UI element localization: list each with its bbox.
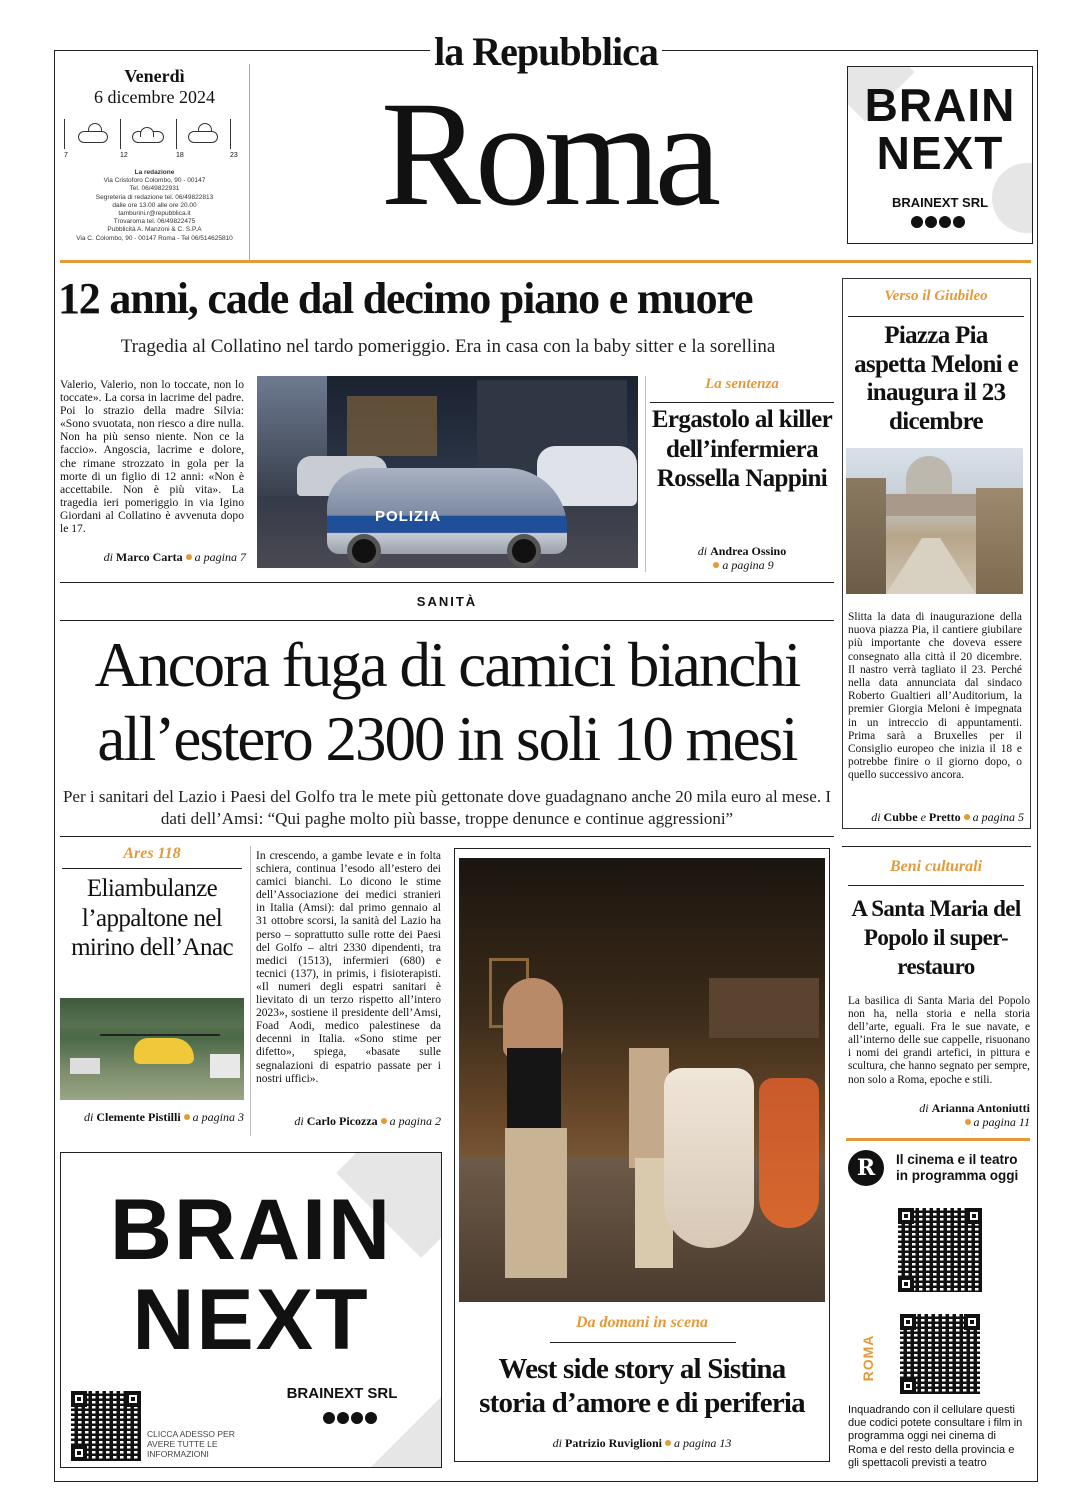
byline-author: Clemente Pistilli <box>96 1110 181 1124</box>
theatre-kicker: Da domani in scena <box>575 1314 708 1331</box>
linkedin-icon[interactable] <box>351 1412 363 1424</box>
sanita-section-label: SANITÀ <box>416 594 478 609</box>
ad-logo-line1: BRAIN <box>109 1182 393 1278</box>
sanita-byline[interactable] <box>256 1114 441 1129</box>
twitter-icon[interactable] <box>323 1412 335 1424</box>
sun-cloud-icon <box>78 123 108 143</box>
byline-author: Pretto <box>928 810 961 824</box>
byline-prefix: di <box>84 1110 94 1124</box>
sentenza-headline[interactable]: Ergastolo al killer dell’infermiera Rossella Nappini <box>651 406 833 492</box>
redazione-info <box>60 169 249 243</box>
cinema-orange-rule <box>846 1138 1030 1141</box>
ares-headline[interactable]: Eliambulanze l’appaltone nel mirino dell’Anac <box>71 875 233 961</box>
cinema-vertical-label: ROMA <box>860 1334 876 1382</box>
sentenza-byline[interactable] <box>650 544 834 572</box>
date-full: 6 dicembre 2024 <box>94 87 215 107</box>
instagram-icon[interactable] <box>365 1412 377 1424</box>
date-weather-box <box>60 64 250 260</box>
byline-author: Arianna Antoniutti <box>931 1101 1030 1115</box>
sanita-headline-line2[interactable]: all’estero 2300 in soli 10 mesi <box>97 704 797 774</box>
byline-prefix: di <box>103 550 113 564</box>
redazione-line: dalle ore 13.00 alle ore 20.00 <box>112 201 197 209</box>
cinema-title[interactable] <box>896 1152 1030 1184</box>
ad-brainext-top[interactable] <box>847 66 1033 244</box>
date-day: Venerdì <box>124 66 185 86</box>
cinema-caption: Inquadrando con il cellulare questi due codici potete consultare i film in programma oggi nei cinema di Roma e del resto della provincia e gli spettacoli previsti a teatro <box>848 1404 1023 1469</box>
byline-author: Cubbe <box>883 810 918 824</box>
lead-body: Valerio, Valerio, non lo toccate, non lo toccate». La corsa in lacrime del padre. Poi lo strazio della madre Silvia: «Sono svuotata, non riesco a dire nulla. Non ha più senso niente. Non ce la faccio». Angoscia, lacrime e dolore, che rimane strozzato in gola per la morte di un figlio di 12 anni: «Non è accettabile. Non è più vita». La tragedia ieri pomeriggio in via Igino Giordani al Collatino è avvenuta dopo le 17. <box>60 378 244 536</box>
bullet-dot <box>713 562 719 568</box>
newspaper-brand[interactable]: la Repubblica <box>434 29 658 74</box>
redazione-line: Via Cristoforo Colombo, 90 - 00147 <box>103 177 206 185</box>
redazione-line: Via C. Colombo, 90 - 00147 Roma - Tel 06/514625810 <box>76 234 233 242</box>
ad-logo-line2: NEXT <box>132 1272 370 1368</box>
temp-label: 12 <box>120 152 128 159</box>
beni-kicker: Beni culturali <box>889 858 983 875</box>
weather-strip <box>60 119 249 165</box>
ad-social-icons <box>911 213 967 232</box>
lead-subhead: Tragedia al Collatino nel tardo pomeriggio. Era in casa con la baby sitter e la sorellina <box>120 336 776 357</box>
byline-author: Marco Carta <box>115 550 183 564</box>
lead-headline[interactable]: 12 anni, cade dal decimo piano e muore <box>58 274 753 323</box>
giubileo-byline[interactable] <box>846 810 1024 825</box>
ad-brainext-bottom[interactable] <box>60 1152 442 1468</box>
redazione-line: Trovaroma tel. 06/49822475 <box>113 218 196 226</box>
byline-prefix: di <box>919 1101 929 1115</box>
byline-prefix: di <box>871 810 881 824</box>
ad-cta[interactable]: CLICCA ADESSO PER AVERE TUTTE LE INFORMAZIONI <box>147 1429 235 1459</box>
theatre-headline-line1[interactable]: West side story al Sistina <box>498 1353 786 1385</box>
facebook-icon[interactable] <box>925 216 937 228</box>
ad-company: BRAINEXT SRL <box>891 195 989 210</box>
byline-prefix: di <box>294 1114 304 1128</box>
temp-label: 7 <box>64 152 68 159</box>
theatre-photo-westside[interactable] <box>459 858 825 1302</box>
ares-photo-helicopter[interactable] <box>60 998 244 1100</box>
beni-body: La basilica di Santa Maria del Popolo non ha, nella storia e nella storia dell’arte, eguali. Fra le sue navate, e all’interno delle sue cappelle, risuonano i nomi dei grandi artefici, in pittura e scultura, che hanno segnato per sempre, non solo a Roma, epoche e stili. <box>848 995 1030 1086</box>
bullet-dot <box>665 1440 671 1446</box>
lead-byline[interactable] <box>60 550 246 565</box>
bullet-dot <box>184 1114 190 1120</box>
ares-byline[interactable] <box>60 1110 244 1125</box>
linkedin-icon[interactable] <box>939 216 951 228</box>
byline-author: Andrea Ossino <box>710 544 787 558</box>
redazione-line: Tel. 06/49822931 <box>129 185 180 193</box>
byline-page: a pagina 7 <box>194 550 246 564</box>
orange-rule <box>60 260 1031 263</box>
temp-label: 23 <box>230 152 238 159</box>
redazione-line: La redazione <box>134 169 175 176</box>
beni-headline[interactable]: A Santa Maria del Popolo il super-restauro <box>851 896 1021 979</box>
instagram-icon[interactable] <box>953 216 965 228</box>
ad-logo-line1: BRAIN <box>864 79 1016 131</box>
bullet-dot <box>186 554 192 560</box>
police-car-lettering: POLIZIA <box>375 508 442 525</box>
sentenza-kicker: La sentenza <box>705 376 779 392</box>
sun-cloud-icon <box>188 123 218 143</box>
bullet-dot <box>381 1118 387 1124</box>
byline-author: Carlo Picozza <box>306 1114 378 1128</box>
sanita-body: In crescendo, a gambe levate e in folta schiera, continua l’esodo all’estero dei camici bianchi. Lo dicono le stime dell’Associazione dei medici stranieri in Italia (Amsi): dal primo gennaio al 31 ottobre scorsi, la sanità del Lazio ha perso – soprattutto sulle rotte dei Paesi del Golfo – altri 2330 dipendenti, tra medici (1513), infermieri (680) e tecnici (137), in primis, i fisioterapisti. «Il numeri degli espatri sanitari è lievitato di un terzo rispetto all’intero 2023», sostiene il presidente dell’Amsi, Foad Aodi, medico palestinese da decenni in Italia. «Sono stime per difetto», spiega, «basate sulle segnalazioni di espatrio passate per i nostri uffici». <box>256 850 441 1085</box>
bullet-dot <box>965 1119 971 1125</box>
bullet-dot <box>964 814 970 820</box>
byline-page: a pagina 11 <box>973 1115 1030 1129</box>
byline-page: a pagina 3 <box>192 1110 244 1124</box>
edition-title: Roma <box>380 71 716 237</box>
redazione-line: Pubblicità A. Manzoni & C. S.P.A <box>107 226 202 234</box>
theatre-byline[interactable] <box>459 1436 825 1451</box>
redazione-line: tamburini.r@repubblica.it <box>118 210 191 218</box>
cinema-title-line: Il cinema e il teatro <box>896 1152 1018 1167</box>
ad-social-icons <box>323 1409 379 1428</box>
lead-photo-police[interactable] <box>257 376 638 568</box>
beni-byline[interactable] <box>846 1101 1030 1129</box>
ad-company: BRAINEXT SRL <box>286 1385 398 1402</box>
byline-page: a pagina 9 <box>722 558 774 572</box>
qr-code-theatre[interactable] <box>900 1314 980 1394</box>
ad-logo-line2: NEXT <box>876 127 1004 179</box>
giubileo-headline[interactable]: Piazza Pia aspetta Meloni e inaugura il 23 dicembre <box>854 322 1018 435</box>
ares-kicker: Ares 118 <box>123 845 181 862</box>
giubileo-body: Slitta la data di inaugurazione della nuova piazza Pia, il cantiere giubilare più importante che doveva essere consegnato alla città il 20 dicembre. Il nastro verrà tagliato il 23. Perché nella data annunciata dal sindaco Roberto Gualtieri all’Auditorium, la premier Giorgia Meloni è impegnata in un intreccio di appuntamenti. Prima sarà a Bruxelles per il Consiglio europeo che inizia il 18 e potrebbe finire o il giorno dopo, o quello successivo ancora. <box>848 611 1022 782</box>
byline-page: a pagina 5 <box>972 810 1024 824</box>
temp-label: 18 <box>176 152 184 159</box>
ad-qr-code[interactable] <box>71 1391 141 1461</box>
byline-conjunction: e <box>920 810 926 824</box>
sanita-headline-line1[interactable]: Ancora fuga di camici bianchi <box>94 630 800 700</box>
repubblica-r-logo: R <box>848 1150 884 1186</box>
sanita-subhead: Per i sanitari del Lazio i Paesi del Golfo tra le mete più gettonate dove guadagnano anche 20 mila euro al mese. I dati dell’Amsi: “Qui paghe molto più basse, troppe denunce e continue aggressioni” <box>62 787 832 828</box>
theatre-headline-line2[interactable]: storia d’amore e di periferia <box>479 1387 805 1419</box>
byline-author: Patrizio Ruviglioni <box>565 1436 662 1450</box>
giubileo-photo-stpeter[interactable] <box>846 448 1023 594</box>
twitter-icon[interactable] <box>911 216 923 228</box>
cloud-icon <box>132 127 164 143</box>
cinema-title-line: in programma oggi <box>896 1168 1019 1183</box>
byline-prefix: di <box>552 1436 562 1450</box>
qr-code-cinema[interactable] <box>898 1208 982 1292</box>
byline-page: a pagina 13 <box>674 1436 732 1450</box>
giubileo-kicker: Verso il Giubileo <box>884 288 988 304</box>
redazione-line: Segreteria di redazione tel. 06/49822813 <box>95 193 214 201</box>
facebook-icon[interactable] <box>337 1412 349 1424</box>
byline-prefix: di <box>697 544 708 558</box>
byline-page: a pagina 2 <box>389 1114 441 1128</box>
